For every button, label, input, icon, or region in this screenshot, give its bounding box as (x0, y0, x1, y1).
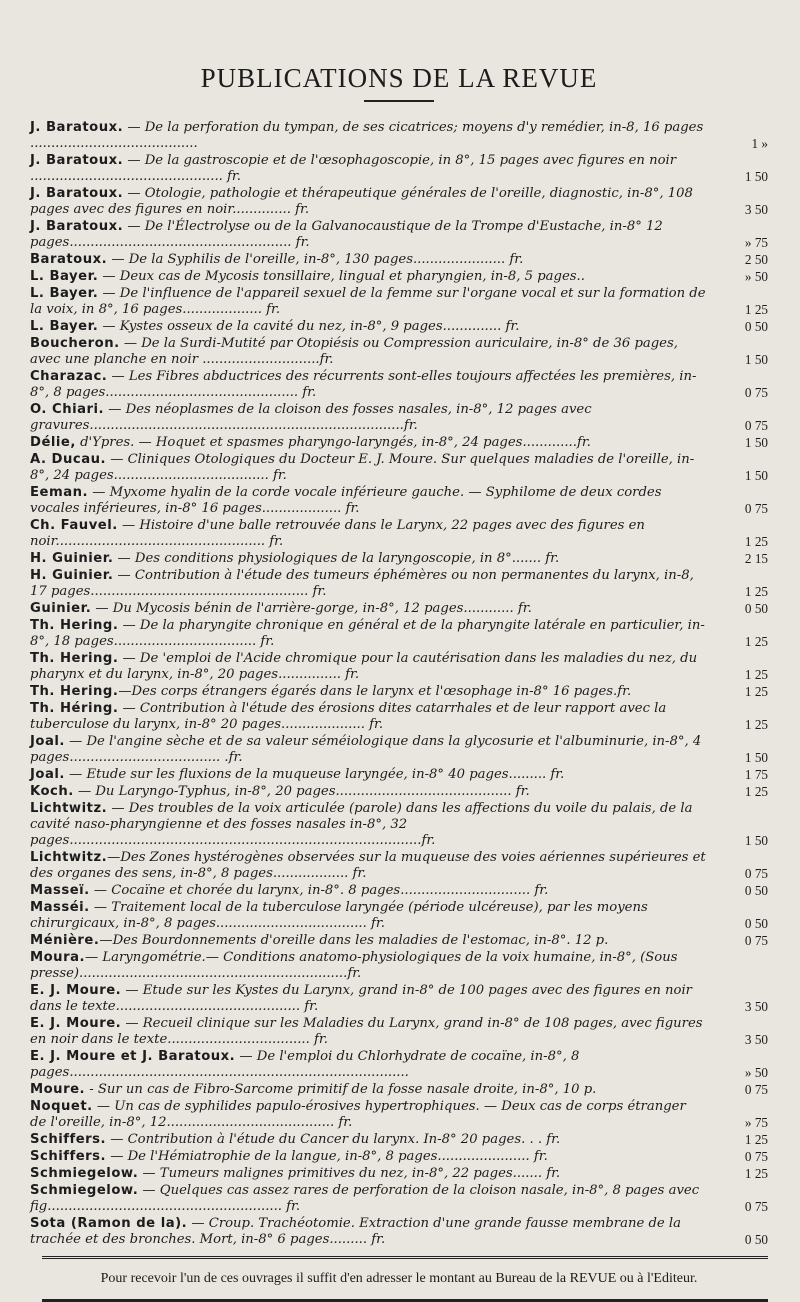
publication-entry (30, 435, 768, 451)
publication-entry (30, 1183, 768, 1215)
entry-price: 2 15 (744, 551, 768, 566)
entry-text (30, 518, 706, 550)
ordering-notice: Pour recevoir l'un de ces ouvrages il suffit d'en adresser le montant au Bureau de la REVUE ou à l'Editeur. (100, 1271, 698, 1286)
entry-text (30, 950, 706, 982)
entry-title: — Des conditions physiologiques de la laryngoscopie, in 8°....... fr. (113, 551, 560, 566)
entry-text (30, 983, 706, 1015)
publication-entry (30, 651, 768, 683)
publication-entry (30, 286, 768, 318)
entry-title: — Des néoplasmes de la cloison des fosses nasales, in-8°, 12 pages avec gravures...........................................................................fr. (30, 402, 592, 433)
entry-author: Charazac. (30, 369, 108, 384)
entry-author: Koch. (30, 784, 74, 799)
entry-author: E. J. Moure. (30, 983, 122, 998)
entry-author: Th. Hering. (30, 684, 119, 699)
entry-text (30, 900, 706, 932)
entry-text (30, 153, 706, 185)
publication-entry (30, 734, 768, 766)
entry-author: O. Chiari. (30, 402, 105, 417)
entry-text (30, 883, 706, 899)
entry-author: Boucheron. (30, 336, 120, 351)
entry-price: 1 50 (744, 352, 768, 367)
publication-entry (30, 269, 768, 285)
publication-entry (30, 1016, 768, 1048)
publication-entry (30, 784, 768, 800)
publication-entry (30, 767, 768, 783)
entry-text (30, 435, 706, 451)
publication-entry (30, 336, 768, 368)
entry-author: H. Guinier. (30, 568, 114, 583)
entry-title: — Quelques cas assez rares de perforation de la cloison nasale, in-8°, 8 pages avec fig........................................................ fr. (30, 1183, 700, 1214)
entry-author: E. J. Moure et J. Baratoux. (30, 1049, 236, 1064)
entry-text (30, 120, 706, 152)
publication-entry (30, 883, 768, 899)
entry-price: 0 50 (744, 916, 768, 931)
entry-text (30, 369, 706, 401)
entry-author: Schmiegelow. (30, 1183, 139, 1198)
entry-title: d'Ypres. — Hoquet et spasmes pharyngo-laryngés, in-8°, 24 pages.............fr. (75, 435, 591, 450)
publication-entry (30, 1082, 768, 1098)
entry-title: — Laryngométrie.— Conditions anatomo-physiologiques de la voix humaine, in-8°, (Sous presse)................................................................fr. (30, 950, 678, 981)
page-title: PUBLICATIONS DE LA REVUE (200, 63, 598, 93)
entry-author: J. Baratoux. (30, 153, 124, 168)
entry-text (30, 734, 706, 766)
publication-entry (30, 1099, 768, 1131)
entry-title: — Un cas de syphilides papulo-érosives hypertrophiques. — Deux cas de corps étranger de l'oreille, in-8°, 12........................................ fr. (30, 1099, 686, 1130)
entry-price: 0 75 (744, 1149, 768, 1164)
entry-text (30, 286, 706, 318)
publication-entry (30, 601, 768, 617)
publication-entry (30, 933, 768, 949)
publication-entry (30, 551, 768, 567)
entry-author: Moure. (30, 1082, 86, 1097)
entry-price: 1 75 (744, 767, 768, 782)
publication-entry (30, 1132, 768, 1148)
entry-text (30, 784, 706, 800)
entry-title: - Sur un cas de Fibro-Sarcome primitif de la fosse nasale droite, in-8°, 10 p. (85, 1082, 597, 1097)
publication-entry (30, 1216, 768, 1248)
entry-author: H. Guinier. (30, 551, 114, 566)
entry-title: — Otologie, pathologie et thérapeutique générales de l'oreille, diagnostic, in-8°, 108 pages avec des figures en noir.............. fr. (30, 186, 693, 217)
title-underline (364, 100, 434, 102)
entry-author: Eeman. (30, 485, 88, 500)
entry-title: — De la Surdi-Mutité par Otopiésis ou Compression auriculaire, in-8° de 36 pages, avec une planche en noir ............................fr. (30, 336, 678, 367)
entry-price: 1 25 (744, 684, 768, 699)
entry-price: 1 25 (744, 784, 768, 799)
entry-author: Schiffers. (30, 1132, 107, 1147)
entry-text (30, 1016, 706, 1048)
entry-price: 1 50 (744, 833, 768, 848)
entry-title: — De la perforation du tympan, de ses cicatrices; moyens d'y remédier, in-8, 16 pages ........................................ (30, 120, 704, 151)
publication-entry (30, 369, 768, 401)
entry-price: 3 50 (744, 1032, 768, 1047)
publication-entry (30, 402, 768, 434)
entry-title: — Deux cas de Mycosis tonsillaire, lingual et pharyngien, in-8, 5 pages.. (98, 269, 585, 284)
entry-author: Sota (Ramon de la). (30, 1216, 188, 1231)
entry-author: Délie, (30, 435, 76, 450)
entry-title: — Recueil clinique sur les Maladies du Larynx, grand in-8° de 108 pages, avec figures en noir dans le texte.................................. fr. (30, 1016, 703, 1047)
bottom-divider (42, 1256, 768, 1259)
entry-text (30, 319, 706, 335)
entry-price: 1 25 (744, 534, 768, 549)
entry-author: Moura. (30, 950, 85, 965)
publication-entry (30, 219, 768, 251)
entry-price: 0 75 (744, 385, 768, 400)
entry-price: 2 50 (744, 252, 768, 267)
publication-entry (30, 618, 768, 650)
entry-price: 0 50 (744, 601, 768, 616)
entry-text (30, 767, 706, 783)
publication-entry (30, 950, 768, 982)
publication-entry (30, 319, 768, 335)
entry-author: Th. Hering. (30, 618, 119, 633)
entry-title: — Traitement local de la tuberculose laryngée (période ulcéreuse), par les moyens chirurgicaux, in-8°, 8 pages.................................... fr. (30, 900, 648, 931)
entry-text (30, 336, 706, 368)
entry-title: — De l'angine sèche et de sa valeur séméiologique dans la glycosurie et l'albuminurie, in-8°, 4 pages.................................... .fr. (30, 734, 702, 765)
entry-author: Joal. (30, 767, 65, 782)
entry-price: 1 50 (744, 169, 768, 184)
entry-author: Ménière. (30, 933, 100, 948)
entry-title: —Des corps étrangers égarés dans le larynx et l'œsophage in-8° 16 pages.fr. (118, 684, 632, 699)
entry-price: » 75 (744, 235, 768, 250)
entry-text (30, 1216, 706, 1248)
entry-text (30, 1166, 706, 1182)
entry-price: » 50 (744, 1065, 768, 1080)
entry-author: Guinier. (30, 601, 92, 616)
entry-price: 0 75 (744, 1199, 768, 1214)
entry-price: 3 50 (744, 202, 768, 217)
entry-text (30, 219, 706, 251)
entry-title: — Contribution à l'étude des érosions dites catarrhales et de leur rapport avec la tuberculose du larynx, in-8° 20 pages.................... fr. (30, 701, 667, 732)
entry-author: L. Bayer. (30, 269, 99, 284)
entry-text (30, 618, 706, 650)
entry-price: 1 25 (744, 302, 768, 317)
entry-text (30, 701, 706, 733)
entry-title: — De l'influence de l'appareil sexuel de la femme sur l'organe vocal et sur la formation de la voix, in 8°, 16 pages................... fr. (30, 286, 706, 317)
entry-author: Schmiegelow. (30, 1166, 139, 1181)
entry-text (30, 1099, 706, 1131)
publication-list (30, 120, 768, 1248)
entry-title: — De l'emploi du Chlorhydrate de cocaïne, in-8°, 8 pages................................................................................. (30, 1049, 580, 1080)
entry-author: J. Baratoux. (30, 219, 124, 234)
entry-title: — Cliniques Otologiques du Docteur E. J. Moure. Sur quelques maladies de l'oreille, in-8°, 24 pages..................................... fr. (30, 452, 695, 483)
entry-author: Lichtwitz. (30, 850, 108, 865)
entry-author: E. J. Moure. (30, 1016, 122, 1031)
entry-author: Schiffers. (30, 1149, 107, 1164)
entry-title: — Cocaïne et chorée du larynx, in-8°. 8 pages............................... fr. (89, 883, 549, 898)
entry-author: Th. Hering. (30, 651, 119, 666)
publication-entry (30, 568, 768, 600)
entry-author: Th. Héring. (30, 701, 119, 716)
entry-text (30, 684, 706, 700)
entry-author: Lichtwitz. (30, 801, 108, 816)
publication-entry (30, 120, 768, 152)
entry-title: — De la pharyngite chronique en général et de la pharyngite latérale en particulier, in-8°, 18 pages.................................. fr. (30, 618, 705, 649)
entry-price: » 50 (744, 269, 768, 284)
entry-title: — Croup. Trachéotomie. Extraction d'une grande fausse membrane de la trachée et des bronches. Mort, in-8° 6 pages......... fr. (30, 1216, 681, 1247)
entry-price: 1 50 (744, 750, 768, 765)
entry-title: — Contribution à l'étude des tumeurs éphémères ou non permanentes du larynx, in-8, 17 pages.................................................... fr. (30, 568, 694, 599)
entry-author: Baratoux. (30, 252, 108, 267)
entry-text (30, 485, 706, 517)
entry-text (30, 850, 706, 882)
publication-entry (30, 983, 768, 1015)
entry-title: — Etude sur les Kystes du Larynx, grand in-8° de 100 pages avec des figures en noir dans le texte............................................ fr. (30, 983, 692, 1014)
publication-entry (30, 701, 768, 733)
entry-price: 1 50 (744, 435, 768, 450)
entry-price: 1 25 (744, 717, 768, 732)
entry-author: Joal. (30, 734, 65, 749)
entry-text (30, 186, 706, 218)
entry-title: —Des Zones hystérogènes observées sur la muqueuse des voies aériennes supérieures et des organes des sens, in-8°, 8 pages.................. fr. (30, 850, 706, 881)
entry-author: Noquet. (30, 1099, 93, 1114)
entry-price: 1 25 (744, 634, 768, 649)
entry-text (30, 252, 706, 268)
entry-text (30, 1082, 706, 1098)
entry-price: 1 25 (744, 1166, 768, 1181)
entry-price: 0 50 (744, 1232, 768, 1247)
entry-text (30, 651, 706, 683)
entry-text (30, 402, 706, 434)
entry-price: 0 50 (744, 319, 768, 334)
entry-author: A. Ducau. (30, 452, 107, 467)
entry-title: — Du Laryngo-Typhus, in-8°, 20 pages.......................................... fr. (73, 784, 530, 799)
entry-text (30, 1183, 706, 1215)
publication-entry (30, 801, 768, 849)
entry-price: » 75 (744, 1115, 768, 1130)
entry-price: 1 25 (744, 584, 768, 599)
publication-entry (30, 518, 768, 550)
entry-title: — Tumeurs malignes primitives du nez, in-8°, 22 pages....... fr. (138, 1166, 561, 1181)
entry-price: 0 75 (744, 1082, 768, 1097)
entry-price: 3 50 (744, 999, 768, 1014)
entry-title: — Myxome hyalin de la corde vocale inférieure gauche. — Syphilome de deux cordes vocales inférieures, in-8° 16 pages................... fr. (30, 485, 662, 516)
publication-entry (30, 153, 768, 185)
entry-author: L. Bayer. (30, 286, 99, 301)
entry-price: 0 75 (744, 866, 768, 881)
entry-author: J. Baratoux. (30, 186, 124, 201)
entry-title: — Contribution à l'étude du Cancer du larynx. In-8° 20 pages. . . fr. (106, 1132, 561, 1147)
entry-price: 1 25 (744, 667, 768, 682)
entry-author: J. Baratoux. (30, 120, 124, 135)
entry-title: — Kystes osseux de la cavité du nez, in-8°, 9 pages.............. fr. (98, 319, 520, 334)
publication-entry (30, 1049, 768, 1081)
entry-title: —Des Bourdonnements d'oreille dans les maladies de l'estomac, in-8°. 12 p. (99, 933, 609, 948)
publication-entry (30, 900, 768, 932)
entry-title: — Etude sur les fluxions de la muqueuse laryngée, in-8° 40 pages......... fr. (64, 767, 565, 782)
entry-price: 0 75 (744, 501, 768, 516)
publication-entry (30, 485, 768, 517)
entry-price: 1 50 (744, 468, 768, 483)
entry-title: — Des troubles de la voix articulée (parole) dans les affections du voile du palais, de la cavité naso-pharyngienne et des fosses nasales in-8°, 32 pages....................................................................................fr. (30, 801, 693, 848)
entry-title: — De la Syphilis de l'oreille, in-8°, 130 pages...................... fr. (107, 252, 524, 267)
entry-title: — De l'Hémiatrophie de la langue, in-8°, 8 pages...................... fr. (106, 1149, 548, 1164)
entry-text (30, 801, 706, 849)
entry-title: — Les Fibres abductrices des récurrents sont-elles toujours affectées les premières, in-8°, 8 pages.............................................. fr. (30, 369, 697, 400)
publication-entry (30, 186, 768, 218)
publication-entry (30, 252, 768, 268)
entry-text (30, 269, 706, 285)
entry-title: — Du Mycosis bénin de l'arrière-gorge, in-8°, 12 pages............ fr. (91, 601, 532, 616)
entry-price: 0 50 (744, 883, 768, 898)
entry-text (30, 1149, 706, 1165)
entry-price: 1 25 (744, 1132, 768, 1147)
entry-price: 1 » (751, 136, 768, 151)
publication-entry (30, 684, 768, 700)
publication-entry (30, 452, 768, 484)
entry-title: — De la gastroscopie et de l'œsophagoscopie, in 8°, 15 pages avec figures en noir .............................................. fr. (30, 153, 677, 184)
entry-price: 0 75 (744, 418, 768, 433)
publication-entry (30, 1166, 768, 1182)
entry-title: — De l'Électrolyse ou de la Galvanocaustique de la Trompe d'Eustache, in-8° 12 pages..................................................... fr. (30, 219, 663, 250)
publication-entry (30, 1149, 768, 1165)
entry-text (30, 1049, 706, 1081)
entry-title: — Histoire d'une balle retrouvée dans le Larynx, 22 pages avec des figures en noir.................................................. fr. (30, 518, 645, 549)
entry-text (30, 452, 706, 484)
entry-price: 0 75 (744, 933, 768, 948)
entry-author: Masséi. (30, 900, 90, 915)
entry-text (30, 933, 706, 949)
entry-text (30, 551, 706, 567)
entry-text (30, 1132, 706, 1148)
entry-text (30, 568, 706, 600)
entry-author: Ch. Fauvel. (30, 518, 118, 533)
entry-text (30, 601, 706, 617)
entry-author: L. Bayer. (30, 319, 99, 334)
entry-author: Masseï. (30, 883, 90, 898)
publication-entry (30, 850, 768, 882)
entry-title: — De 'emploi de l'Acide chromique pour la cautérisation dans les maladies du nez, du pharynx et du larynx, in-8°, 20 pages............... fr. (30, 651, 698, 682)
